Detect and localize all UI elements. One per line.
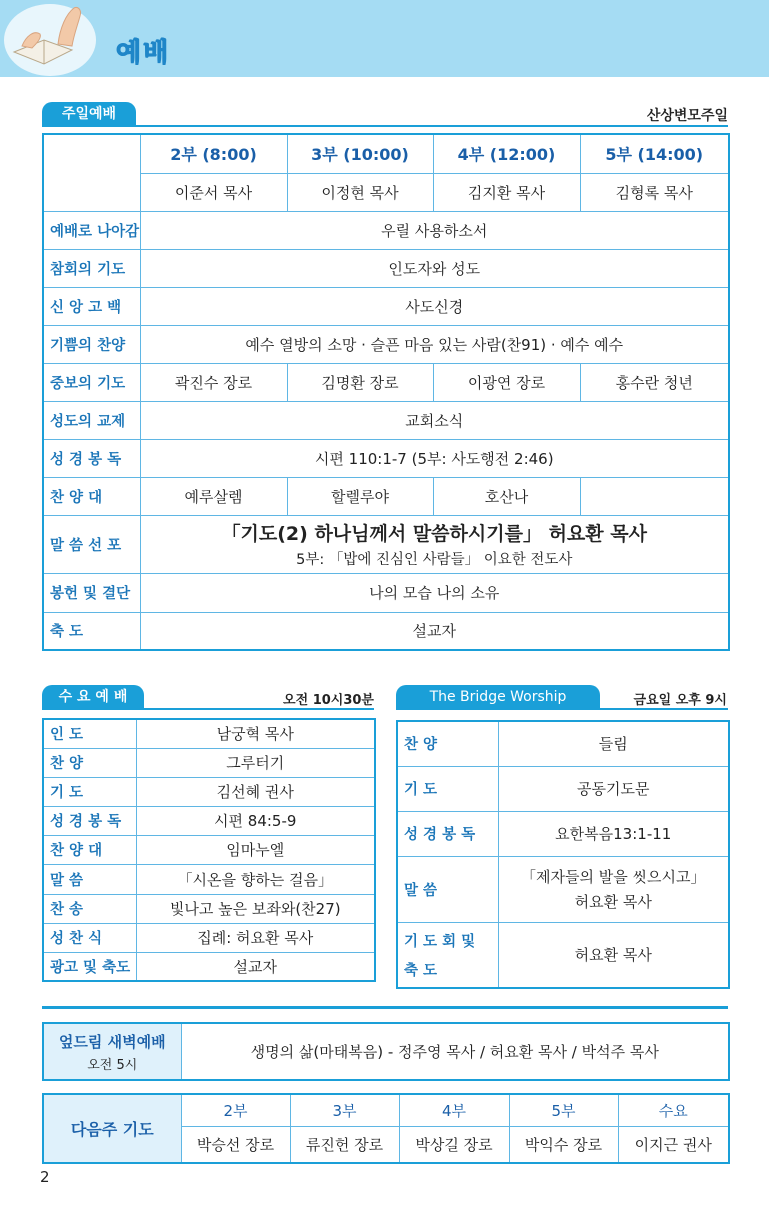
row-label: 성 찬 식: [43, 923, 136, 952]
row-value: 시편 84:5-9: [136, 806, 375, 835]
row-value: 김선혜 권사: [136, 777, 375, 806]
row-label: 말 씀: [397, 856, 498, 922]
table-row: [43, 211, 729, 249]
row-value: 이광연 장로: [433, 363, 580, 401]
bridge-worship-table: [396, 720, 730, 989]
service-name: 4부 (12:00): [433, 134, 580, 173]
row-label: 찬 송: [43, 894, 136, 923]
row-value: 빛나고 높은 보좌와(찬27): [136, 894, 375, 923]
row-value: [580, 477, 729, 515]
row-label: 찬 양 대: [43, 835, 136, 864]
row-value: 예수 열방의 소망 · 슬픈 마음 있는 사람(찬91) · 예수 예수: [140, 325, 729, 363]
row-value: 들림: [498, 721, 729, 766]
row-value: 할렐루야: [287, 477, 433, 515]
row-label: 말 씀: [43, 864, 136, 894]
wednesday-worship-table: [42, 718, 376, 982]
row-label: 기 도 회 및: [404, 933, 476, 950]
service-name: 5부 (14:00): [580, 134, 729, 173]
row-value: 사도신경: [140, 287, 729, 325]
dawn-label-cell: [43, 1023, 181, 1080]
prayer-leader: 박상길 장로: [399, 1126, 509, 1163]
row-value: 집례: 허요환 목사: [136, 923, 375, 952]
table-row: [43, 287, 729, 325]
prayer-leader: 박익수 장로: [509, 1126, 618, 1163]
wednesday-rule: [42, 708, 374, 710]
table-row: [43, 325, 729, 363]
row-value: 허요환 목사: [498, 922, 729, 988]
service-header-row: [43, 134, 729, 173]
column-header: 2부: [181, 1094, 290, 1126]
prayer-leader: 이지근 권사: [618, 1126, 729, 1163]
row-value: 우릴 사용하소서: [140, 211, 729, 249]
bridge-side-label: 금요일 오후 9시: [633, 693, 727, 708]
column-header: 4부: [399, 1094, 509, 1126]
service-name: 3부 (10:00): [287, 134, 433, 173]
row-label: 중보의 기도: [43, 363, 140, 401]
next-week-label: 다음주 기도: [43, 1094, 181, 1163]
row-value: 홍수란 청년: [580, 363, 729, 401]
row-label: 찬 양 대: [43, 477, 140, 515]
row-value: 남궁혁 목사: [136, 719, 375, 748]
row-label: 광고 및 축도: [43, 952, 136, 981]
page-title: 예배: [116, 38, 171, 68]
row-label-cell: [397, 922, 498, 988]
row-label: 참회의 기도: [43, 249, 140, 287]
bridge-worship-tab: The Bridge Worship: [396, 685, 600, 709]
service-leader: 김형록 목사: [580, 173, 729, 211]
row-label: 축 도: [43, 612, 140, 650]
column-header: 5부: [509, 1094, 618, 1126]
sermon-cell: [498, 856, 729, 922]
row-label: 성 경 봉 독: [397, 811, 498, 856]
prayer-leader: 박승선 장로: [181, 1126, 290, 1163]
row-label: 성도의 교제: [43, 401, 140, 439]
row-label: 기쁨의 찬양: [43, 325, 140, 363]
row-label: 말 씀 선 포: [43, 515, 140, 573]
row-value: 설교자: [140, 612, 729, 650]
service-name: 2부 (8:00): [140, 134, 287, 173]
row-value: 김명환 장로: [287, 363, 433, 401]
sunday-side-label: 산상변모주일: [646, 108, 728, 124]
table-row: [43, 401, 729, 439]
row-value: 나의 모습 나의 소유: [140, 573, 729, 612]
column-header: 3부: [290, 1094, 399, 1126]
bridge-rule: [396, 708, 728, 710]
row-label: 성 경 봉 독: [43, 806, 136, 835]
next-week-prayer-table: [42, 1093, 730, 1164]
row-label: 찬 양: [397, 721, 498, 766]
table-row: [43, 439, 729, 477]
row-label: 신 앙 고 백: [43, 287, 140, 325]
row-value: 시편 110:1-7 (5부: 사도행전 2:46): [140, 439, 729, 477]
row-label: 찬 양: [43, 748, 136, 777]
table-row: [43, 249, 729, 287]
service-leader-row: [43, 173, 729, 211]
table-row: [43, 515, 729, 573]
row-value: 요한복음13:1-11: [498, 811, 729, 856]
dawn-label: 엎드림 새벽예배: [58, 1032, 166, 1051]
row-value: 예루살렘: [140, 477, 287, 515]
row-label: 성 경 봉 독: [43, 439, 140, 477]
wednesday-side-label: 오전 10시30분: [283, 693, 374, 708]
row-label: 봉헌 및 결단: [43, 573, 140, 612]
praying-hands-bible-icon: [0, 0, 102, 77]
row-label: 기 도: [43, 777, 136, 806]
row-value: 임마누엘: [136, 835, 375, 864]
sermon-preacher: 허요환 목사: [574, 893, 652, 911]
dawn-time: 오전 5시: [87, 1057, 138, 1073]
service-leader: 김지환 목사: [433, 173, 580, 211]
service-leader: 이정현 목사: [287, 173, 433, 211]
row-label: 기 도: [397, 766, 498, 811]
row-label: 인 도: [43, 719, 136, 748]
row-value: 「시온을 향하는 걸음」: [136, 864, 375, 894]
blank-cell: [43, 134, 140, 211]
service-leader: 이준서 목사: [140, 173, 287, 211]
row-value: 설교자: [136, 952, 375, 981]
row-label: 예배로 나아감: [43, 211, 140, 249]
dawn-value: 생명의 삶(마태복음) - 정주영 목사 / 허요환 목사 / 박석주 목사: [181, 1023, 729, 1080]
column-header: 수요: [618, 1094, 729, 1126]
page-number: 2: [40, 1168, 50, 1186]
wednesday-worship-tab: 수 요 예 배: [42, 685, 144, 709]
row-value: 호산나: [433, 477, 580, 515]
row-value: 공동기도문: [498, 766, 729, 811]
table-row: [43, 363, 729, 401]
sunday-worship-tab: 주일예배: [42, 102, 136, 126]
sunday-worship-table: [42, 133, 730, 651]
section-divider: [42, 1006, 728, 1009]
sermon-subtitle: 5부: 「밥에 진심인 사람들」 이요한 전도사: [296, 552, 573, 568]
sermon-title: 「기도(2) 하나님께서 말씀하시기를」 허요환 목사: [221, 523, 647, 545]
row-value: 곽진수 장로: [140, 363, 287, 401]
prayer-leader: 류진헌 장로: [290, 1126, 399, 1163]
row-value: 그루터기: [136, 748, 375, 777]
sermon-cell: [140, 515, 729, 573]
table-row: [43, 612, 729, 650]
table-row: [43, 477, 729, 515]
sermon-title: 「제자들의 발을 씻으시고」: [521, 868, 706, 886]
dawn-worship-table: [42, 1022, 730, 1081]
sunday-rule: [42, 125, 728, 127]
row-label: 축 도: [404, 962, 438, 979]
table-row: [43, 573, 729, 612]
row-value: 인도자와 성도: [140, 249, 729, 287]
row-value: 교회소식: [140, 401, 729, 439]
